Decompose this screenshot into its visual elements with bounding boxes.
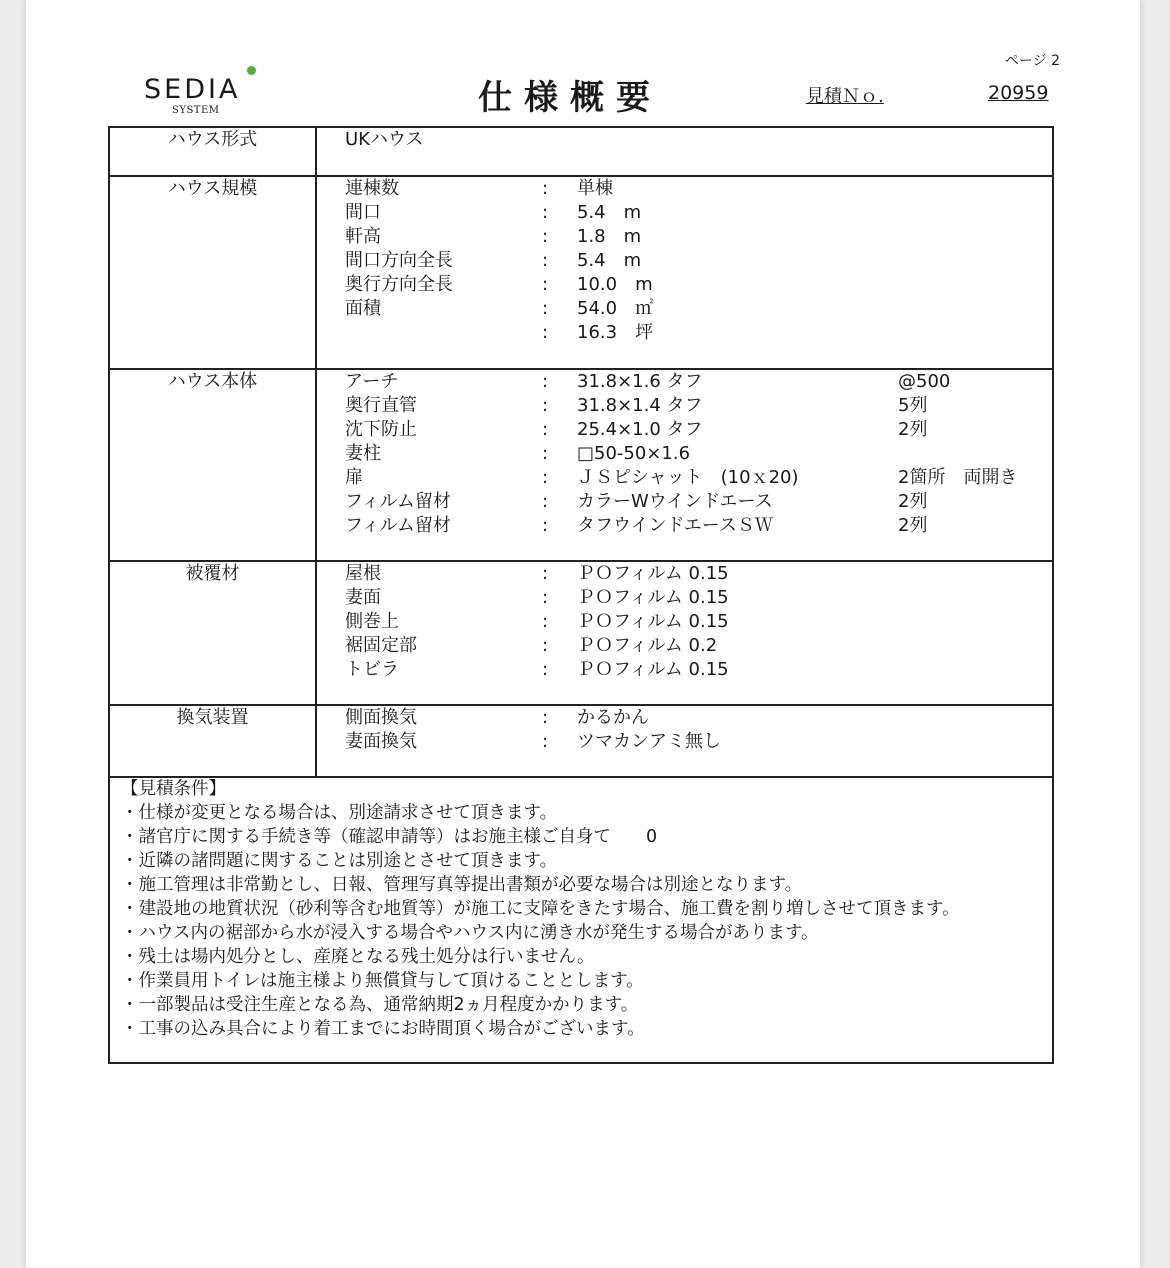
spec-row (345, 394, 1052, 418)
spec-row (345, 490, 1052, 514)
section-content (345, 706, 1052, 754)
spec-colon: : (542, 563, 549, 584)
estimate-number-label: 見積Ｎｏ. (806, 86, 884, 107)
spec-key: 屋根 (345, 563, 381, 584)
spec-value: 5.4 m (577, 250, 642, 271)
spec-colon: : (542, 250, 549, 271)
spec-colon: : (542, 322, 549, 343)
company-logo (144, 66, 294, 122)
logo-subtext: SYSTEM (172, 105, 220, 116)
spec-value: 16.3 坪 (577, 322, 654, 343)
spec-note: 5列 (898, 395, 928, 416)
spec-value: 1.8 m (577, 226, 642, 247)
spec-row (345, 658, 1052, 682)
section-label: 換気装置 (110, 706, 317, 776)
spec-value: 10.0 m (577, 274, 653, 295)
condition-item: ・諸官庁に関する手続き等（確認申請等）はお施主様ご自身て 0 (121, 827, 658, 847)
spec-value: かるかん (577, 707, 649, 728)
spec-colon: : (542, 274, 549, 295)
spec-value: ＰＯフィルム 0.15 (577, 611, 729, 632)
spec-colon: : (542, 635, 549, 656)
spec-key: アーチ (345, 371, 399, 392)
spec-row (345, 370, 1052, 394)
spec-row (345, 249, 1052, 273)
spec-key: 奥行方向全長 (345, 274, 453, 295)
spec-key: 側巻上 (345, 611, 399, 632)
spec-colon: : (542, 178, 549, 199)
spec-colon: : (542, 731, 549, 752)
spec-row (345, 201, 1052, 225)
section-content (345, 128, 1052, 152)
condition-item: ・作業員用トイレは施主様より無償貸与して頂けることとします。 (121, 971, 644, 991)
spec-value: ＪＳピシャット (10ｘ20) (577, 467, 799, 488)
spec-note: 2箇所 両開き (898, 467, 1018, 488)
conditions-heading: 【見積条件】 (121, 779, 226, 799)
spec-value: ＰＯフィルム 0.15 (577, 587, 729, 608)
spec-colon: : (542, 515, 549, 536)
spec-key: 扉 (345, 467, 363, 488)
spec-key: フィルム留材 (345, 515, 451, 536)
page-number: ページ 2 (1004, 53, 1060, 69)
spec-colon: : (542, 707, 549, 728)
spec-value: 単棟 (577, 178, 613, 199)
condition-item: ・残土は場内処分とし、産廃となる残土処分は行いません。 (121, 947, 595, 967)
spec-row (345, 297, 1052, 321)
condition-item: ・施工管理は非常勤とし、日報、管理写真等提出書類が必要な場合は別途となります。 (121, 875, 803, 895)
spec-section (110, 128, 1052, 177)
spec-key: 妻面 (345, 587, 381, 608)
condition-item: ・仕様が変更となる場合は、別途請求させて頂きます。 (121, 803, 558, 823)
spec-key: 奥行直管 (345, 395, 417, 416)
spec-row (345, 730, 1052, 754)
spec-key: 間口 (345, 202, 381, 223)
spec-colon: : (542, 467, 549, 488)
spec-note: @500 (898, 371, 951, 392)
spec-note: 2列 (898, 491, 928, 512)
spec-section (110, 706, 1052, 778)
spec-row (345, 442, 1052, 466)
spec-value: タフウインドエースＳＷ (577, 515, 773, 536)
spec-value: ＰＯフィルム 0.15 (577, 563, 729, 584)
spec-row (345, 177, 1052, 201)
spec-colon: : (542, 371, 549, 392)
spec-section (110, 370, 1052, 562)
section-content (345, 370, 1052, 538)
spec-value: ＰＯフィルム 0.15 (577, 659, 729, 680)
spec-note: 2列 (898, 419, 928, 440)
spec-key: UKハウス (345, 129, 424, 150)
section-content (345, 177, 1052, 345)
section-label: ハウス本体 (110, 370, 317, 560)
spec-row (345, 706, 1052, 730)
spec-row (345, 466, 1052, 490)
spec-value: 5.4 m (577, 202, 642, 223)
condition-item: ・建設地の地質状況（砂利等含む地質等）が施工に支障をきたす場合、施工費を割り増しさせて頂きます。 (121, 899, 960, 919)
spec-section (110, 177, 1052, 370)
section-content (345, 562, 1052, 682)
spec-key: トビラ (345, 659, 399, 680)
spec-value: 25.4×1.0 タフ (577, 419, 703, 440)
spec-key: フィルム留材 (345, 491, 451, 512)
section-label: ハウス規模 (110, 177, 317, 368)
spec-colon: : (542, 443, 549, 464)
spec-key: 妻柱 (345, 443, 381, 464)
condition-item: ・近隣の諸問題に関することは別途とさせて頂きます。 (121, 851, 558, 871)
document-title: 仕様概要 (478, 78, 662, 118)
spec-colon: : (542, 659, 549, 680)
spec-table (108, 126, 1054, 1064)
section-label: 被覆材 (110, 562, 317, 704)
spec-row (345, 321, 1052, 345)
spec-key: 軒高 (345, 226, 381, 247)
spec-section (110, 562, 1052, 706)
spec-key: 面積 (345, 298, 381, 319)
estimate-number: 20959 (988, 82, 1049, 104)
condition-item: ・工事の込み具合により着工までにお時間頂く場合がございます。 (121, 1019, 645, 1039)
spec-row (345, 514, 1052, 538)
spec-colon: : (542, 298, 549, 319)
spec-value: ツマカンアミ無し (577, 731, 721, 752)
spec-colon: : (542, 611, 549, 632)
logo-dot-icon (247, 66, 256, 75)
spec-value: ＰＯフィルム 0.2 (577, 635, 718, 656)
spec-key: 側面換気 (345, 707, 417, 728)
spec-colon: : (542, 419, 549, 440)
spec-key: 連棟数 (345, 178, 399, 199)
section-label: ハウス形式 (110, 128, 317, 175)
spec-colon: : (542, 226, 549, 247)
spec-value: □50-50×1.6 (577, 443, 691, 464)
spec-key: 沈下防止 (345, 419, 417, 440)
spec-value: 31.8×1.4 タフ (577, 395, 703, 416)
spec-colon: : (542, 587, 549, 608)
estimate-conditions (110, 777, 1052, 1041)
spec-row (345, 418, 1052, 442)
document-page (26, 0, 1140, 1268)
spec-value: 31.8×1.6 タフ (577, 371, 703, 392)
spec-row (345, 586, 1052, 610)
spec-row (345, 225, 1052, 249)
spec-key: 間口方向全長 (345, 250, 453, 271)
spec-note: 2列 (898, 515, 928, 536)
condition-item: ・一部製品は受注生産となる為、通常納期2ヵ月程度かかります。 (121, 995, 639, 1015)
spec-row (345, 634, 1052, 658)
spec-key: 裾固定部 (345, 635, 417, 656)
spec-row (345, 128, 1052, 152)
spec-row (345, 562, 1052, 586)
spec-colon: : (542, 491, 549, 512)
spec-colon: : (542, 395, 549, 416)
logo-text: SEDIA (144, 74, 241, 105)
spec-row (345, 610, 1052, 634)
spec-row (345, 273, 1052, 297)
spec-value: 54.0 ㎡ (577, 298, 654, 319)
spec-value: カラーWウインドエース (577, 491, 773, 512)
spec-key: 妻面換気 (345, 731, 417, 752)
condition-item: ・ハウス内の裾部から水が浸入する場合やハウス内に湧き水が発生する場合があります。 (121, 923, 819, 943)
spec-colon: : (542, 202, 549, 223)
